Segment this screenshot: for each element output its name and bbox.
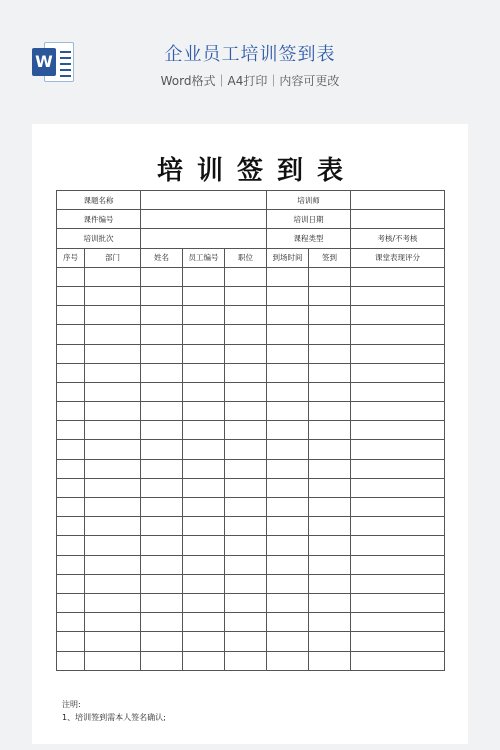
signin-cell[interactable] — [309, 536, 351, 555]
signin-cell[interactable] — [225, 325, 267, 344]
signin-cell[interactable] — [183, 440, 225, 459]
document-page — [32, 124, 468, 744]
signin-cell[interactable] — [225, 613, 267, 632]
word-icon-letter: W — [32, 48, 56, 76]
signin-cell[interactable] — [309, 613, 351, 632]
signin-cell[interactable] — [267, 325, 309, 344]
signin-cell[interactable] — [309, 574, 351, 593]
signin-cell[interactable] — [309, 421, 351, 440]
notes-item: 1、培训签到需本人签名确认; — [62, 713, 166, 722]
signin-cell[interactable] — [85, 421, 141, 440]
info-label: 课程类型 — [267, 229, 351, 248]
info-label: 培训师 — [267, 191, 351, 210]
signin-cell[interactable] — [57, 632, 85, 651]
signin-cell[interactable] — [351, 306, 445, 325]
signin-cell[interactable] — [141, 267, 183, 286]
signin-cell[interactable] — [351, 651, 445, 670]
signin-cell[interactable] — [57, 306, 85, 325]
column-header: 序号 — [57, 248, 85, 267]
column-header: 部门 — [85, 248, 141, 267]
signin-cell[interactable] — [351, 286, 445, 305]
signin-row — [57, 363, 445, 382]
signin-cell[interactable] — [267, 344, 309, 363]
signin-cell[interactable] — [267, 402, 309, 421]
signin-cell[interactable] — [267, 593, 309, 612]
signin-cell[interactable] — [141, 459, 183, 478]
signin-cell[interactable] — [225, 632, 267, 651]
signin-cell[interactable] — [351, 267, 445, 286]
signin-cell[interactable] — [85, 325, 141, 344]
signin-cell[interactable] — [351, 440, 445, 459]
signin-cell[interactable] — [351, 325, 445, 344]
signin-cell[interactable] — [225, 498, 267, 517]
signin-cell[interactable] — [57, 325, 85, 344]
signin-cell[interactable] — [309, 286, 351, 305]
signin-cell[interactable] — [183, 344, 225, 363]
signin-cell[interactable] — [57, 478, 85, 497]
signin-cell[interactable] — [225, 267, 267, 286]
signin-cell[interactable] — [351, 632, 445, 651]
info-row — [57, 210, 445, 229]
signin-cell[interactable] — [57, 536, 85, 555]
signin-cell[interactable] — [267, 306, 309, 325]
signin-cell[interactable] — [85, 363, 141, 382]
signin-cell[interactable] — [141, 363, 183, 382]
signin-cell[interactable] — [225, 363, 267, 382]
signin-cell[interactable] — [85, 593, 141, 612]
signin-cell[interactable] — [267, 478, 309, 497]
signin-cell[interactable] — [85, 306, 141, 325]
course-type-value[interactable]: 考核/不考核 — [351, 229, 445, 248]
signin-cell[interactable] — [351, 517, 445, 536]
signin-cell[interactable] — [141, 498, 183, 517]
signin-cell[interactable] — [141, 421, 183, 440]
signin-cell[interactable] — [267, 286, 309, 305]
signin-cell[interactable] — [57, 402, 85, 421]
signin-cell[interactable] — [183, 421, 225, 440]
page-header — [0, 0, 500, 120]
signin-cell[interactable] — [267, 574, 309, 593]
signin-cell[interactable] — [309, 593, 351, 612]
signin-cell[interactable] — [85, 536, 141, 555]
signin-cell[interactable] — [141, 574, 183, 593]
signin-cell[interactable] — [309, 498, 351, 517]
signin-cell[interactable] — [309, 555, 351, 574]
signin-cell[interactable] — [57, 517, 85, 536]
signin-row — [57, 459, 445, 478]
signin-cell[interactable] — [351, 593, 445, 612]
notes — [62, 698, 166, 724]
signin-row — [57, 306, 445, 325]
signin-cell[interactable] — [183, 306, 225, 325]
info-row — [57, 229, 445, 248]
signin-cell[interactable] — [141, 325, 183, 344]
signin-cell[interactable] — [225, 382, 267, 401]
signin-cell[interactable] — [309, 402, 351, 421]
signin-cell[interactable] — [309, 363, 351, 382]
column-header-row — [57, 248, 445, 267]
signin-cell[interactable] — [351, 344, 445, 363]
signin-cell[interactable] — [57, 421, 85, 440]
signin-cell[interactable] — [85, 651, 141, 670]
signin-cell[interactable] — [309, 440, 351, 459]
signin-cell[interactable] — [225, 555, 267, 574]
signin-cell[interactable] — [225, 478, 267, 497]
signin-cell[interactable] — [267, 267, 309, 286]
signin-cell[interactable] — [309, 632, 351, 651]
signin-cell[interactable] — [141, 651, 183, 670]
notes-heading: 注明: — [62, 700, 81, 709]
signin-cell[interactable] — [225, 651, 267, 670]
document-title: 培训签到表 — [156, 156, 357, 186]
signin-cell[interactable] — [351, 478, 445, 497]
signin-cell[interactable] — [57, 651, 85, 670]
signin-row — [57, 344, 445, 363]
signin-cell[interactable] — [183, 363, 225, 382]
signin-row — [57, 421, 445, 440]
signin-cell[interactable] — [141, 478, 183, 497]
signin-cell[interactable] — [85, 440, 141, 459]
column-header: 姓名 — [141, 248, 183, 267]
info-value-field[interactable] — [141, 229, 267, 248]
signin-cell[interactable] — [141, 593, 183, 612]
info-value-field[interactable] — [351, 191, 445, 210]
page-title: 企业员工培训签到表 — [164, 44, 336, 65]
signin-cell[interactable] — [309, 267, 351, 286]
info-row — [57, 191, 445, 210]
signin-cell[interactable] — [183, 613, 225, 632]
signin-cell[interactable] — [57, 286, 85, 305]
signin-cell[interactable] — [141, 555, 183, 574]
column-header: 签到 — [309, 248, 351, 267]
signin-row — [57, 651, 445, 670]
signin-cell[interactable] — [351, 421, 445, 440]
info-label: 课题名称 — [57, 191, 141, 210]
info-label: 培训日期 — [267, 210, 351, 229]
signin-cell[interactable] — [141, 613, 183, 632]
info-value-field[interactable] — [141, 210, 267, 229]
signin-row — [57, 593, 445, 612]
signin-cell[interactable] — [267, 651, 309, 670]
signin-cell[interactable] — [57, 344, 85, 363]
signin-cell[interactable] — [351, 459, 445, 478]
signin-cell[interactable] — [267, 363, 309, 382]
signin-cell[interactable] — [267, 498, 309, 517]
column-header: 员工编号 — [183, 248, 225, 267]
signin-cell[interactable] — [225, 421, 267, 440]
signin-cell[interactable] — [267, 440, 309, 459]
signin-cell[interactable] — [309, 517, 351, 536]
signin-cell[interactable] — [85, 459, 141, 478]
signin-cell[interactable] — [85, 286, 141, 305]
signin-cell[interactable] — [85, 344, 141, 363]
signin-row — [57, 498, 445, 517]
signin-cell[interactable] — [141, 286, 183, 305]
signin-row — [57, 325, 445, 344]
signin-row — [57, 286, 445, 305]
signin-cell[interactable] — [309, 325, 351, 344]
signin-cell[interactable] — [183, 382, 225, 401]
signin-row — [57, 613, 445, 632]
signin-row — [57, 632, 445, 651]
signin-cell[interactable] — [309, 344, 351, 363]
signin-cell[interactable] — [183, 536, 225, 555]
signin-cell[interactable] — [183, 517, 225, 536]
signin-cell[interactable] — [141, 517, 183, 536]
signin-cell[interactable] — [183, 478, 225, 497]
signin-cell[interactable] — [141, 632, 183, 651]
signin-cell[interactable] — [267, 382, 309, 401]
signin-cell[interactable] — [141, 536, 183, 555]
signin-cell[interactable] — [183, 593, 225, 612]
column-header: 职位 — [225, 248, 267, 267]
column-header: 到场时间 — [267, 248, 309, 267]
signin-cell[interactable] — [225, 286, 267, 305]
column-header: 课堂表现评分 — [351, 248, 445, 267]
signin-cell[interactable] — [183, 555, 225, 574]
signin-cell[interactable] — [85, 613, 141, 632]
signin-cell[interactable] — [141, 306, 183, 325]
signin-cell[interactable] — [351, 555, 445, 574]
signin-cell[interactable] — [225, 517, 267, 536]
signin-cell[interactable] — [183, 402, 225, 421]
signin-row — [57, 574, 445, 593]
signin-cell[interactable] — [183, 459, 225, 478]
signin-row — [57, 402, 445, 421]
signin-cell[interactable] — [57, 382, 85, 401]
signin-cell[interactable] — [85, 267, 141, 286]
signin-cell[interactable] — [85, 632, 141, 651]
signin-cell[interactable] — [267, 632, 309, 651]
signin-row — [57, 536, 445, 555]
signin-cell[interactable] — [351, 574, 445, 593]
signin-cell[interactable] — [57, 459, 85, 478]
signin-row — [57, 555, 445, 574]
signin-row — [57, 517, 445, 536]
signin-cell[interactable] — [141, 440, 183, 459]
info-value-field[interactable] — [351, 210, 445, 229]
signin-cell[interactable] — [267, 536, 309, 555]
signin-cell[interactable] — [57, 613, 85, 632]
signin-cell[interactable] — [351, 363, 445, 382]
signin-cell[interactable] — [141, 382, 183, 401]
signin-cell[interactable] — [225, 402, 267, 421]
signin-cell[interactable] — [57, 498, 85, 517]
signin-cell[interactable] — [225, 440, 267, 459]
signin-cell[interactable] — [225, 574, 267, 593]
signin-cell[interactable] — [351, 382, 445, 401]
signin-cell[interactable] — [85, 478, 141, 497]
signin-cell[interactable] — [225, 536, 267, 555]
signin-cell[interactable] — [141, 402, 183, 421]
signin-cell[interactable] — [57, 267, 85, 286]
signin-cell[interactable] — [85, 555, 141, 574]
signin-cell[interactable] — [85, 382, 141, 401]
signin-cell[interactable] — [267, 517, 309, 536]
info-label: 培训批次 — [57, 229, 141, 248]
signin-cell[interactable] — [57, 363, 85, 382]
signin-cell[interactable] — [267, 459, 309, 478]
signin-row — [57, 382, 445, 401]
signin-cell[interactable] — [351, 536, 445, 555]
signin-cell[interactable] — [267, 421, 309, 440]
page-subtitle: Word格式｜A4打印｜内容可更改 — [160, 74, 340, 88]
signin-cell[interactable] — [267, 555, 309, 574]
signin-cell[interactable] — [225, 459, 267, 478]
signin-cell[interactable] — [183, 574, 225, 593]
signin-row — [57, 478, 445, 497]
info-value-field[interactable] — [141, 191, 267, 210]
signin-cell[interactable] — [309, 651, 351, 670]
signin-cell[interactable] — [225, 593, 267, 612]
info-label: 课件编号 — [57, 210, 141, 229]
signin-cell[interactable] — [183, 325, 225, 344]
signin-cell[interactable] — [183, 267, 225, 286]
signin-cell[interactable] — [57, 574, 85, 593]
signin-cell[interactable] — [309, 382, 351, 401]
signin-cell[interactable] — [183, 651, 225, 670]
signin-cell[interactable] — [351, 613, 445, 632]
signin-row — [57, 440, 445, 459]
signin-cell[interactable] — [267, 613, 309, 632]
signin-cell[interactable] — [309, 478, 351, 497]
signin-cell[interactable] — [183, 286, 225, 305]
signin-cell[interactable] — [57, 440, 85, 459]
signin-cell[interactable] — [309, 459, 351, 478]
signin-cell[interactable] — [85, 402, 141, 421]
signin-cell[interactable] — [183, 498, 225, 517]
signin-cell[interactable] — [351, 498, 445, 517]
signin-cell[interactable] — [225, 344, 267, 363]
signin-row — [57, 267, 445, 286]
signin-cell[interactable] — [57, 593, 85, 612]
sign-in-table — [56, 190, 445, 671]
signin-cell[interactable] — [141, 344, 183, 363]
signin-cell[interactable] — [85, 574, 141, 593]
signin-cell[interactable] — [225, 306, 267, 325]
signin-cell[interactable] — [85, 498, 141, 517]
signin-cell[interactable] — [309, 306, 351, 325]
signin-cell[interactable] — [351, 402, 445, 421]
signin-cell[interactable] — [85, 517, 141, 536]
signin-cell[interactable] — [57, 555, 85, 574]
signin-cell[interactable] — [183, 632, 225, 651]
